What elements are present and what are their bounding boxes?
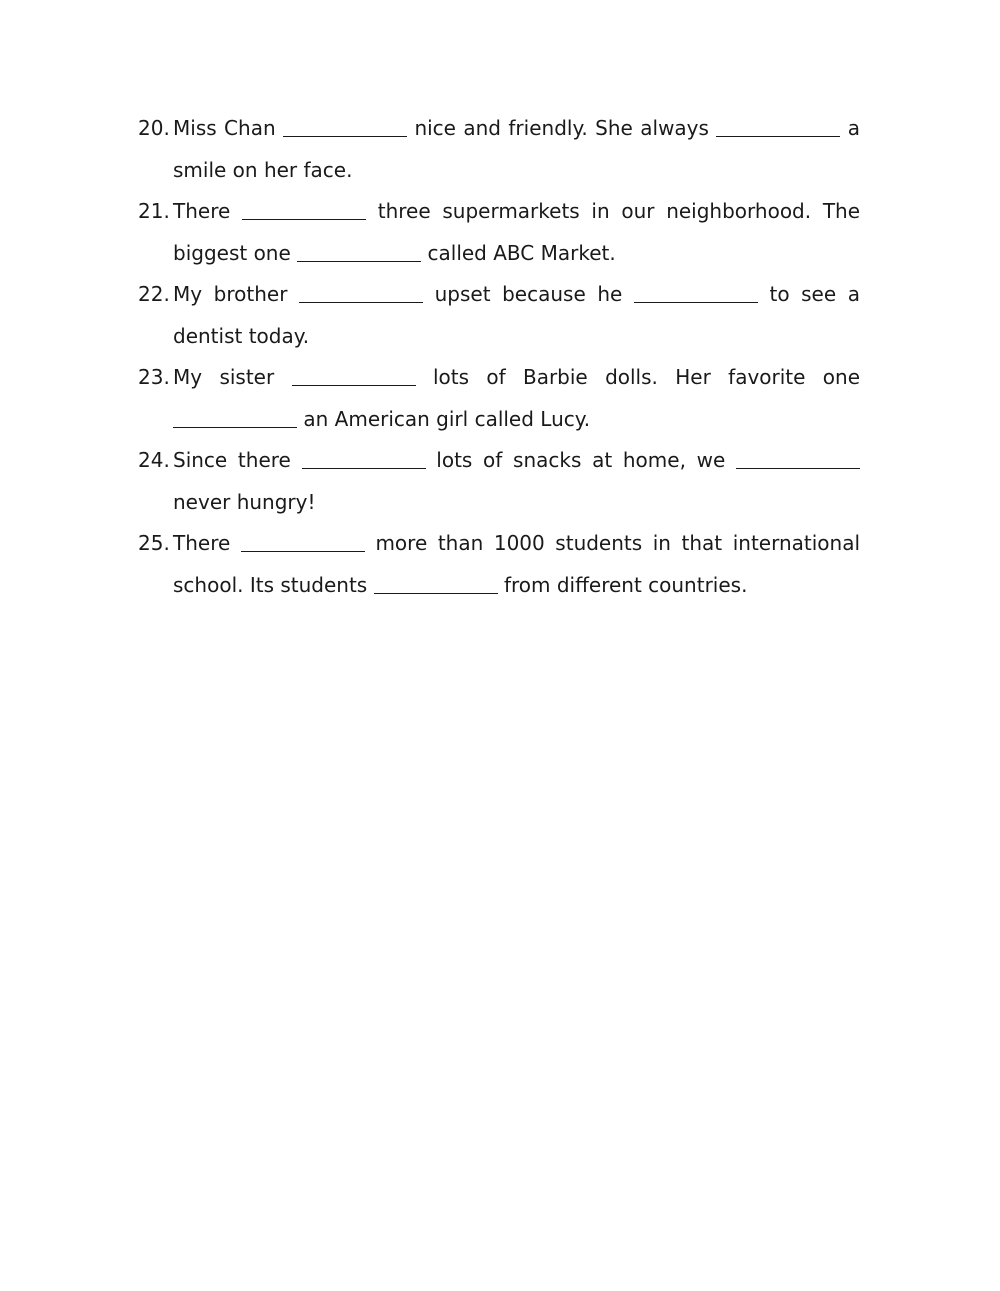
question-number: 20. (138, 116, 170, 140)
text-segment: to see a dentist today. (173, 282, 860, 348)
text-segment: more than 1000 students in that international school. Its students (173, 531, 861, 597)
text-segment: My brother (173, 282, 288, 306)
question-23 (138, 357, 860, 440)
text-segment: a smile on her face. (173, 116, 861, 182)
question-text (173, 108, 860, 191)
question-20 (138, 108, 860, 191)
worksheet (138, 108, 860, 606)
question-25 (138, 523, 860, 606)
text-segment: three supermarkets in our neighborhood. The biggest one (173, 199, 861, 265)
question-number: 21. (138, 199, 170, 223)
answer-blank[interactable] (242, 218, 366, 220)
answer-blank[interactable] (173, 426, 297, 428)
text-segment: lots of snacks at home, we (436, 448, 726, 472)
text-segment: called ABC Market. (427, 240, 616, 265)
answer-blank[interactable] (297, 260, 421, 262)
text-segment: Since there (173, 448, 291, 472)
question-number: 24. (138, 448, 170, 472)
answer-blank[interactable] (292, 384, 416, 386)
text-segment: an American girl called Lucy. (303, 406, 591, 431)
question-text (173, 274, 860, 357)
answer-blank[interactable] (736, 467, 860, 469)
text-segment: lots of Barbie dolls. Her favorite one (432, 365, 861, 389)
question-text (173, 357, 860, 440)
text-segment: nice and friendly. She always (414, 116, 709, 140)
question-number: 22. (138, 282, 170, 306)
text-segment: never hungry! (173, 489, 316, 514)
answer-blank[interactable] (299, 301, 423, 303)
question-22 (138, 274, 860, 357)
text-segment: My sister (173, 365, 275, 389)
answer-blank[interactable] (302, 467, 426, 469)
answer-blank[interactable] (241, 550, 365, 552)
answer-blank[interactable] (374, 592, 498, 594)
question-text (173, 191, 860, 274)
text-segment: There (173, 531, 231, 555)
answer-blank[interactable] (634, 301, 758, 303)
question-text (173, 523, 860, 606)
text-segment: There (173, 199, 231, 223)
answer-blank[interactable] (716, 135, 840, 137)
question-text (173, 440, 860, 523)
question-number: 23. (138, 365, 170, 389)
answer-blank[interactable] (283, 135, 407, 137)
text-segment: from different countries. (503, 572, 748, 597)
text-segment: upset because he (434, 282, 623, 306)
question-21 (138, 191, 860, 274)
text-segment: Miss Chan (173, 116, 276, 140)
question-24 (138, 440, 860, 523)
question-number: 25. (138, 531, 170, 555)
